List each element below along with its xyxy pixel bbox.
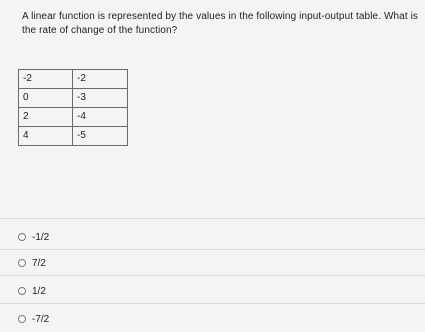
option-divider (0, 218, 425, 219)
answer-option-label: -7/2 (32, 313, 50, 325)
question-text: A linear function is represented by the values in the following input-output table. What is the rate of change of the function? (22, 11, 418, 36)
radio-button-icon[interactable] (18, 315, 26, 323)
table-row (19, 108, 128, 127)
table-cell-output: -4 (73, 108, 128, 127)
option-divider (0, 275, 425, 276)
radio-button-icon[interactable] (18, 287, 26, 295)
table-cell-input: 4 (19, 127, 73, 146)
answer-option[interactable] (18, 284, 46, 298)
radio-button-icon[interactable] (18, 259, 26, 267)
table-cell-input: -2 (19, 70, 73, 89)
answer-option[interactable] (18, 230, 49, 244)
table-cell-output: -2 (73, 70, 128, 89)
table-row (19, 70, 128, 89)
table-cell-input: 2 (19, 108, 73, 127)
input-output-table (18, 69, 128, 146)
answer-option-label: -1/2 (32, 231, 50, 243)
table-cell-output: -5 (73, 127, 128, 146)
option-divider (0, 249, 425, 250)
answer-option[interactable] (18, 256, 46, 270)
answer-option-label: 1/2 (32, 285, 46, 297)
answer-option-label: 7/2 (32, 257, 46, 269)
answer-option[interactable] (18, 312, 49, 326)
table-row (19, 89, 128, 108)
option-divider (0, 303, 425, 304)
radio-button-icon[interactable] (18, 233, 26, 241)
table-cell-output: -3 (73, 89, 128, 108)
table-cell-input: 0 (19, 89, 73, 108)
table-row (19, 127, 128, 146)
